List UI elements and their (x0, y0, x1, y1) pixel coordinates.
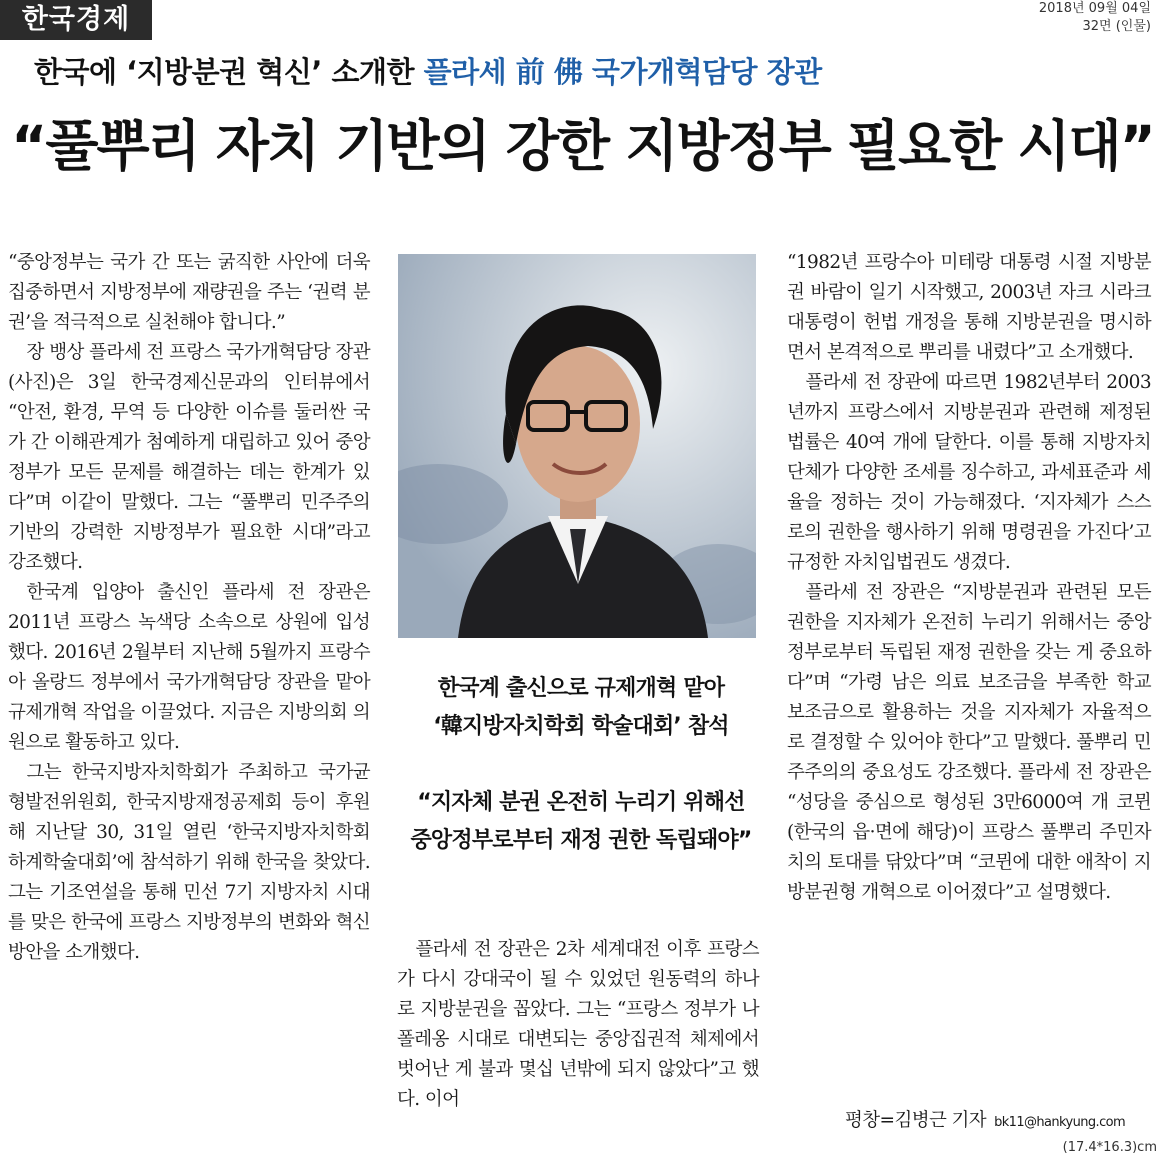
kicker-highlight: 플라세 前 佛 국가개혁담당 장관 (423, 55, 822, 89)
headline: “풀뿌리 자치 기반의 강한 지방정부 필요한 시대” (11, 114, 1154, 178)
subheadline-line: 중앙정부로부터 재정 권한 독립돼야” (410, 828, 752, 853)
byline (845, 1106, 1125, 1132)
subheadline-quote (396, 784, 766, 860)
body-column-left (8, 248, 370, 968)
reporter-email[interactable]: bk11@hankyung.com (994, 1115, 1126, 1130)
kicker (34, 50, 1134, 91)
portrait-illustration (398, 254, 756, 638)
paragraph: 플라세 전 장관은 2차 세계대전 이후 프랑스가 다시 강대국이 될 수 있었던 원동력의 하나로 지방분권을 꼽았다. 그는 “프랑스 정부가 나폴레옹 시대로 대변되는 중앙집권적 체제에서 벗어난 게 불과 몇십 년밖에 되지 않았다”고 했다. 이어 (397, 939, 759, 1110)
reporter-name: 평창=김병근 기자 (845, 1110, 987, 1131)
paragraph: 장 뱅상 플라세 전 프랑스 국가개혁담당 장관(사진)은 3일 한국경제신문과의 인터뷰에서 “안전, 환경, 무역 등 다양한 이슈를 둘러싼 국가 간 이해관계가 첨예하게 대립하고 있어 중앙정부가 모든 문제를 해결하는 데는 한계가 있다”며 이같이 말했다. 그는 “풀뿌리 민주주의 기반의 강력한 지방정부가 필요한 시대”라고 강조했다. (8, 342, 370, 573)
paragraph: 그는 한국지방자치학회가 주최하고 국가균형발전위원회, 한국지방재정공제회 등이 후원해 지난달 30, 31일 열린 ‘한국지방자치학회 하계학술대회’에 참석하기 위해 한국을 찾았다. 그는 기조연설을 통해 민선 7기 지방자치 시대를 맞은 한국에 프랑스 지방정부의 변화와 혁신 방안을 소개했다. (8, 762, 370, 963)
kicker-lead: 한국에 ‘지방분권 혁신’ 소개한 (34, 55, 424, 89)
paragraph: “중앙정부는 국가 간 또는 굵직한 사안에 더욱 집중하면서 지방정부에 재량권을 주는 ‘권력 분권’을 적극적으로 실천해야 합니다.” (8, 252, 370, 333)
newspaper-logo: 한국경제 (0, 0, 152, 40)
paragraph: 한국계 입양아 출신인 플라세 전 장관은 2011년 프랑스 녹색당 소속으로 상원에 입성했다. 2016년 2월부터 지난해 5월까지 프랑수아 올랑드 정부에서 국가개혁담당 장관을 맡아 규제개혁 작업을 이끌었다. 지금은 지방의회 의원으로 활동하고 있다. (8, 582, 370, 753)
paragraph: “1982년 프랑수아 미테랑 대통령 시절 지방분권 바람이 일기 시작했고, 2003년 자크 시라크 대통령이 헌법 개정을 통해 지방분권을 명시하면서 본격적으로 뿌리를 내렸다”고 소개했다. (787, 252, 1151, 363)
subheadline-line: ‘韓지방자치학회 학술대회’ 참석 (433, 714, 729, 739)
paragraph: 플라세 전 장관은 “지방분권과 관련된 모든 권한을 지자체가 온전히 누리기 위해서는 중앙정부로부터 독립된 재정 권한을 갖는 게 중요하다”며 “가령 남은 의료 보조금을 부족한 학교 보조금으로 활용하는 것을 지자체가 자율적으로 결정할 수 있어야 한다”고 말했다. 풀뿌리 민주주의의 중요성도 강조했다. 플라세 전 장관은 “성당을 중심으로 형성된 3만6000여 개 코뮌(한국의 읍·면에 해당)이 프랑스 풀뿌리 주민자치의 토대를 닦았다”며 “코뮌에 대한 애착이 지방분권형 개혁으로 이어졌다”고 설명했다. (787, 582, 1151, 903)
body-column-right (787, 248, 1151, 908)
article-size: (17.4*16.3)cm (1062, 1140, 1157, 1155)
publication-date: 2018년 09월 04일 (1038, 1, 1151, 16)
paragraph: 플라세 전 장관에 따르면 1982년부터 2003년까지 프랑스에서 지방분권과 관련해 제정된 법률은 40여 개에 달한다. 이를 통해 지방자치단체가 다양한 조세를 징수하고, 과세표준과 세율을 정하는 것이 가능해졌다. ‘지자체가 스스로의 권한을 행사하기 위해 명령권을 가진다’고 규정한 자치입법권도 생겼다. (787, 372, 1151, 573)
portrait-photo (398, 254, 756, 638)
page-section: 32면 (인물) (1082, 19, 1151, 34)
subheadline-line: 한국계 출신으로 규제개혁 맡아 (437, 676, 725, 701)
body-column-middle (397, 935, 759, 1115)
subheadline-primary (396, 670, 766, 746)
subheadline-line: “지자체 분권 온전히 누리기 위해선 (417, 790, 745, 815)
publication-meta (1039, 0, 1151, 36)
